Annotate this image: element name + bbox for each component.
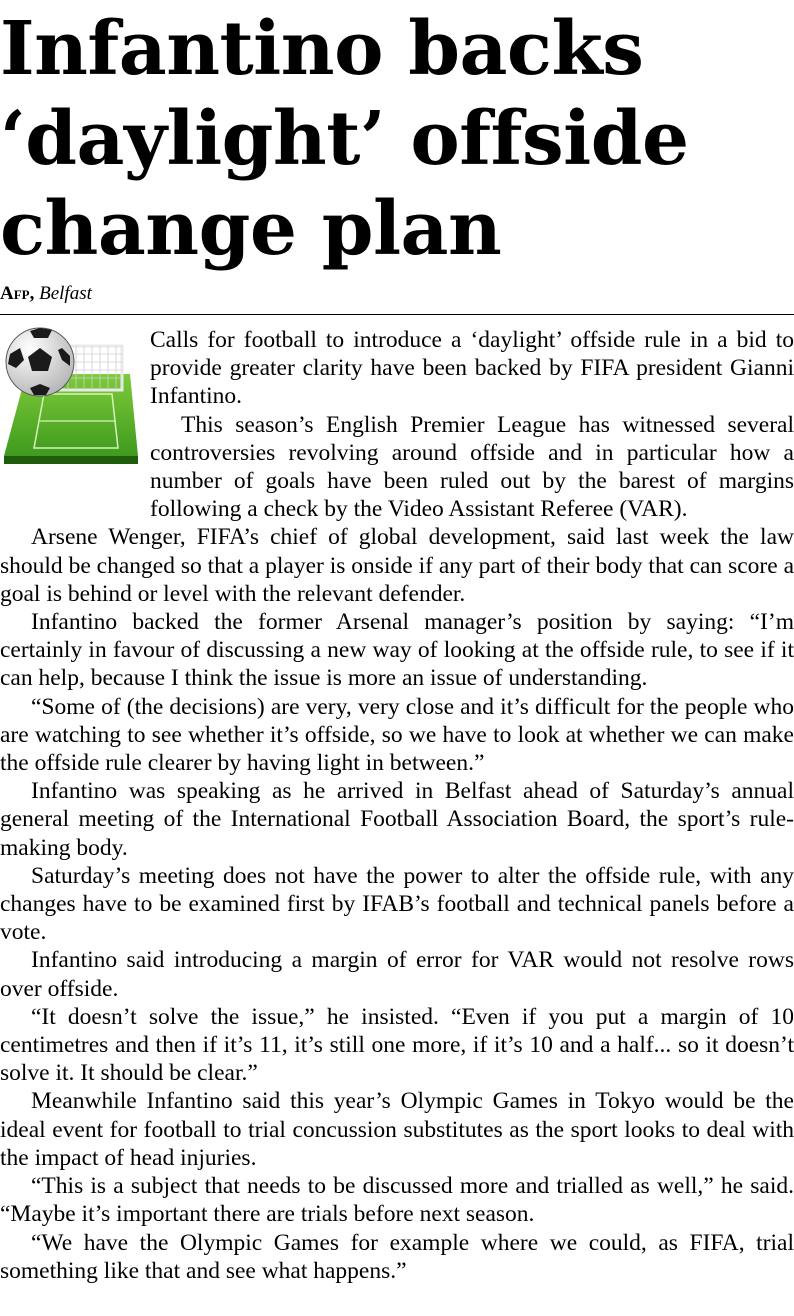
- football-goal-icon: [0, 326, 150, 496]
- article-paragraph: Calls for football to introduce a ‘daylight’ offside rule in a bid to provide greater clarity have been backed by FIFA president Gianni Infantino.: [150, 327, 794, 410]
- article-paragraph: Meanwhile Infantino said this year’s Olympic Games in Tokyo would be the ideal event for football to trial concussion substitutes as the sport looks to deal with the impact of head injuries.: [0, 1088, 794, 1171]
- article-body: [0, 326, 794, 1285]
- article-paragraph: Saturday’s meeting does not have the power to alter the offside rule, with any changes have to be examined first by IFAB’s football and technical panels before a vote.: [0, 862, 794, 946]
- article-paragraph: Infantino backed the former Arsenal manager’s position by saying: “I’m certainly in favour of discussing a new way of looking at the offside rule, to see if it can help, because I think the issue is more an issue of understanding.: [0, 609, 794, 692]
- byline: [0, 282, 92, 306]
- article-paragraph: Infantino said introducing a margin of error for VAR would not resolve rows over offside.: [0, 947, 794, 1002]
- article-paragraph: This season’s English Premier League has witnessed several controversies revolving around offside and in particular how a number of goals have been ruled out by the barest of margins following a check by the Video Assistant Referee (VAR).: [150, 411, 794, 523]
- article-paragraph: “We have the Olympic Games for example where we could, as FIFA, trial something like that and see what happens.”: [0, 1229, 794, 1284]
- article-paragraph: Infantino was speaking as he arrived in Belfast ahead of Saturday’s annual general meeting of the International Football Association Board, the sport’s rule-making body.: [0, 778, 794, 861]
- headline: Infantino backs ‘daylight’ offside change plan: [0, 6, 689, 272]
- article-paragraph: Arsene Wenger, FIFA’s chief of global development, said last week the law should be changed so that a player is onside if any part of their body that can score a goal is behind or level with the relevant defender.: [0, 524, 794, 607]
- byline-agency: Afp,: [0, 283, 35, 304]
- headline-divider: [0, 314, 794, 315]
- article-paragraph: “It doesn’t solve the issue,” he insisted. “Even if you put a margin of 10 centimetres and then if it’s 11, it’s still one more, if it’s 10 and a half... so it doesn’t solve it. It should be clear.”: [0, 1003, 794, 1087]
- article-paragraph: “This is a subject that needs to be discussed more and trialled as well,” he said. “Maybe it’s important there are trials before next season.: [0, 1173, 794, 1228]
- byline-place: Belfast: [39, 283, 92, 304]
- article-paragraph: “Some of (the decisions) are very, very close and it’s difficult for the people who are watching to see whether it’s offside, so we have to look at whether we can make the offside rule clearer by having light in between.”: [0, 693, 794, 777]
